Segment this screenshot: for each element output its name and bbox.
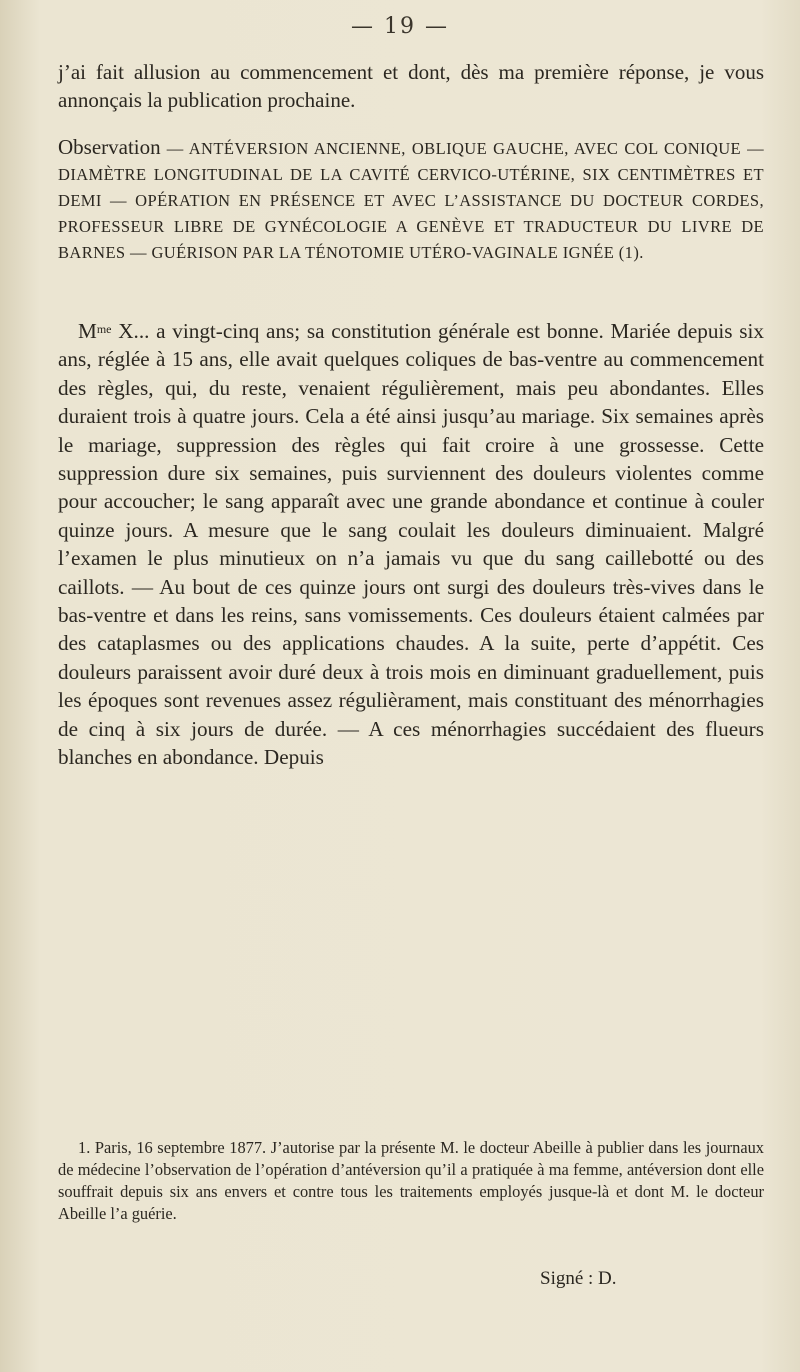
page-number: — 19 — bbox=[351, 14, 449, 39]
title-abbrev: M bbox=[78, 319, 97, 343]
observation-lead: Observation bbox=[58, 135, 161, 159]
body-paragraph bbox=[58, 317, 764, 772]
observation-heading bbox=[58, 134, 764, 266]
footnote-signature: Signé : D. bbox=[540, 1268, 617, 1289]
footnote: 1. Paris, 16 septembre 1877. J’autorise par la présente M. le docteur Abeille à publier dans les journaux de médecine l’observation de l’opération d’antéversion qu’il a pratiquée à ma femme, antéversion dont elle souffrait depuis six ans envers et contre tous les traitements employés jusque-là et dont M. le docteur Abeille l’a guérie. bbox=[58, 1138, 764, 1223]
observation-heading-text: — ANTÉVERSION ANCIENNE, OBLIQUE GAUCHE, AVEC COL CONIQUE — DIAMÈTRE LONGITUDINAL DE LA CAVITÉ CERVICO-UTÉRINE, SIX CENTIMÈTRES ET DEMI — OPÉRATION EN PRÉSENCE ET AVEC L’ASSISTANCE DU DOCTEUR CORDES, PROFESSEUR LIBRE DE GYNÉCOLOGIE A GENÈVE ET TRADUCTEUR DU LIVRE DE BARNES — GUÉRISON PAR LA TÉNOTOMIE UTÉRO-VAGINALE IGNÉE (1). bbox=[58, 139, 764, 262]
intro-paragraph: j’ai fait allusion au commencement et dont, dès ma première réponse, je vous annonçais la publication prochaine. bbox=[58, 60, 764, 112]
title-sup: me bbox=[96, 322, 112, 336]
body-text: X... a vingt-cinq ans; sa constitution générale est bonne. Mariée depuis six ans, réglée à 15 ans, elle avait quelques coliques de bas-ventre au commencement des règles, qui, du reste, venaient régulièrement, mais peu abondantes. Elles duraient trois à quatre jours. Cela a été ainsi jusqu’au mariage. Six semaines après le mariage, suppression des règles qui fait croire à une grossesse. Cette suppression dure six semaines, puis surviennent des douleurs violentes comme pour accoucher; le sang apparaît avec une grande abondance et continue à couler quinze jours. A mesure que le sang coulait les douleurs diminuaient. Malgré l’examen le plus minutieux on n’a jamais vu que du sang caillebotté ou des caillots. — Au bout de ces quinze jours ont surgi des douleurs très-vives dans le bas-ventre et dans les reins, sans vomissements. Ces douleurs étaient calmées par des cataplasmes ou des applications chaudes. A la suite, perte d’appétit. Ces douleurs paraissent avoir duré deux à trois mois en diminuant graduellement, puis les époques sont revenues assez régulièrament, mais constituant des ménorrhagies de cinq à six jours de durée. — A ces ménorrhagies succédaient des flueurs blanches en abondance. Depuis bbox=[58, 319, 764, 770]
